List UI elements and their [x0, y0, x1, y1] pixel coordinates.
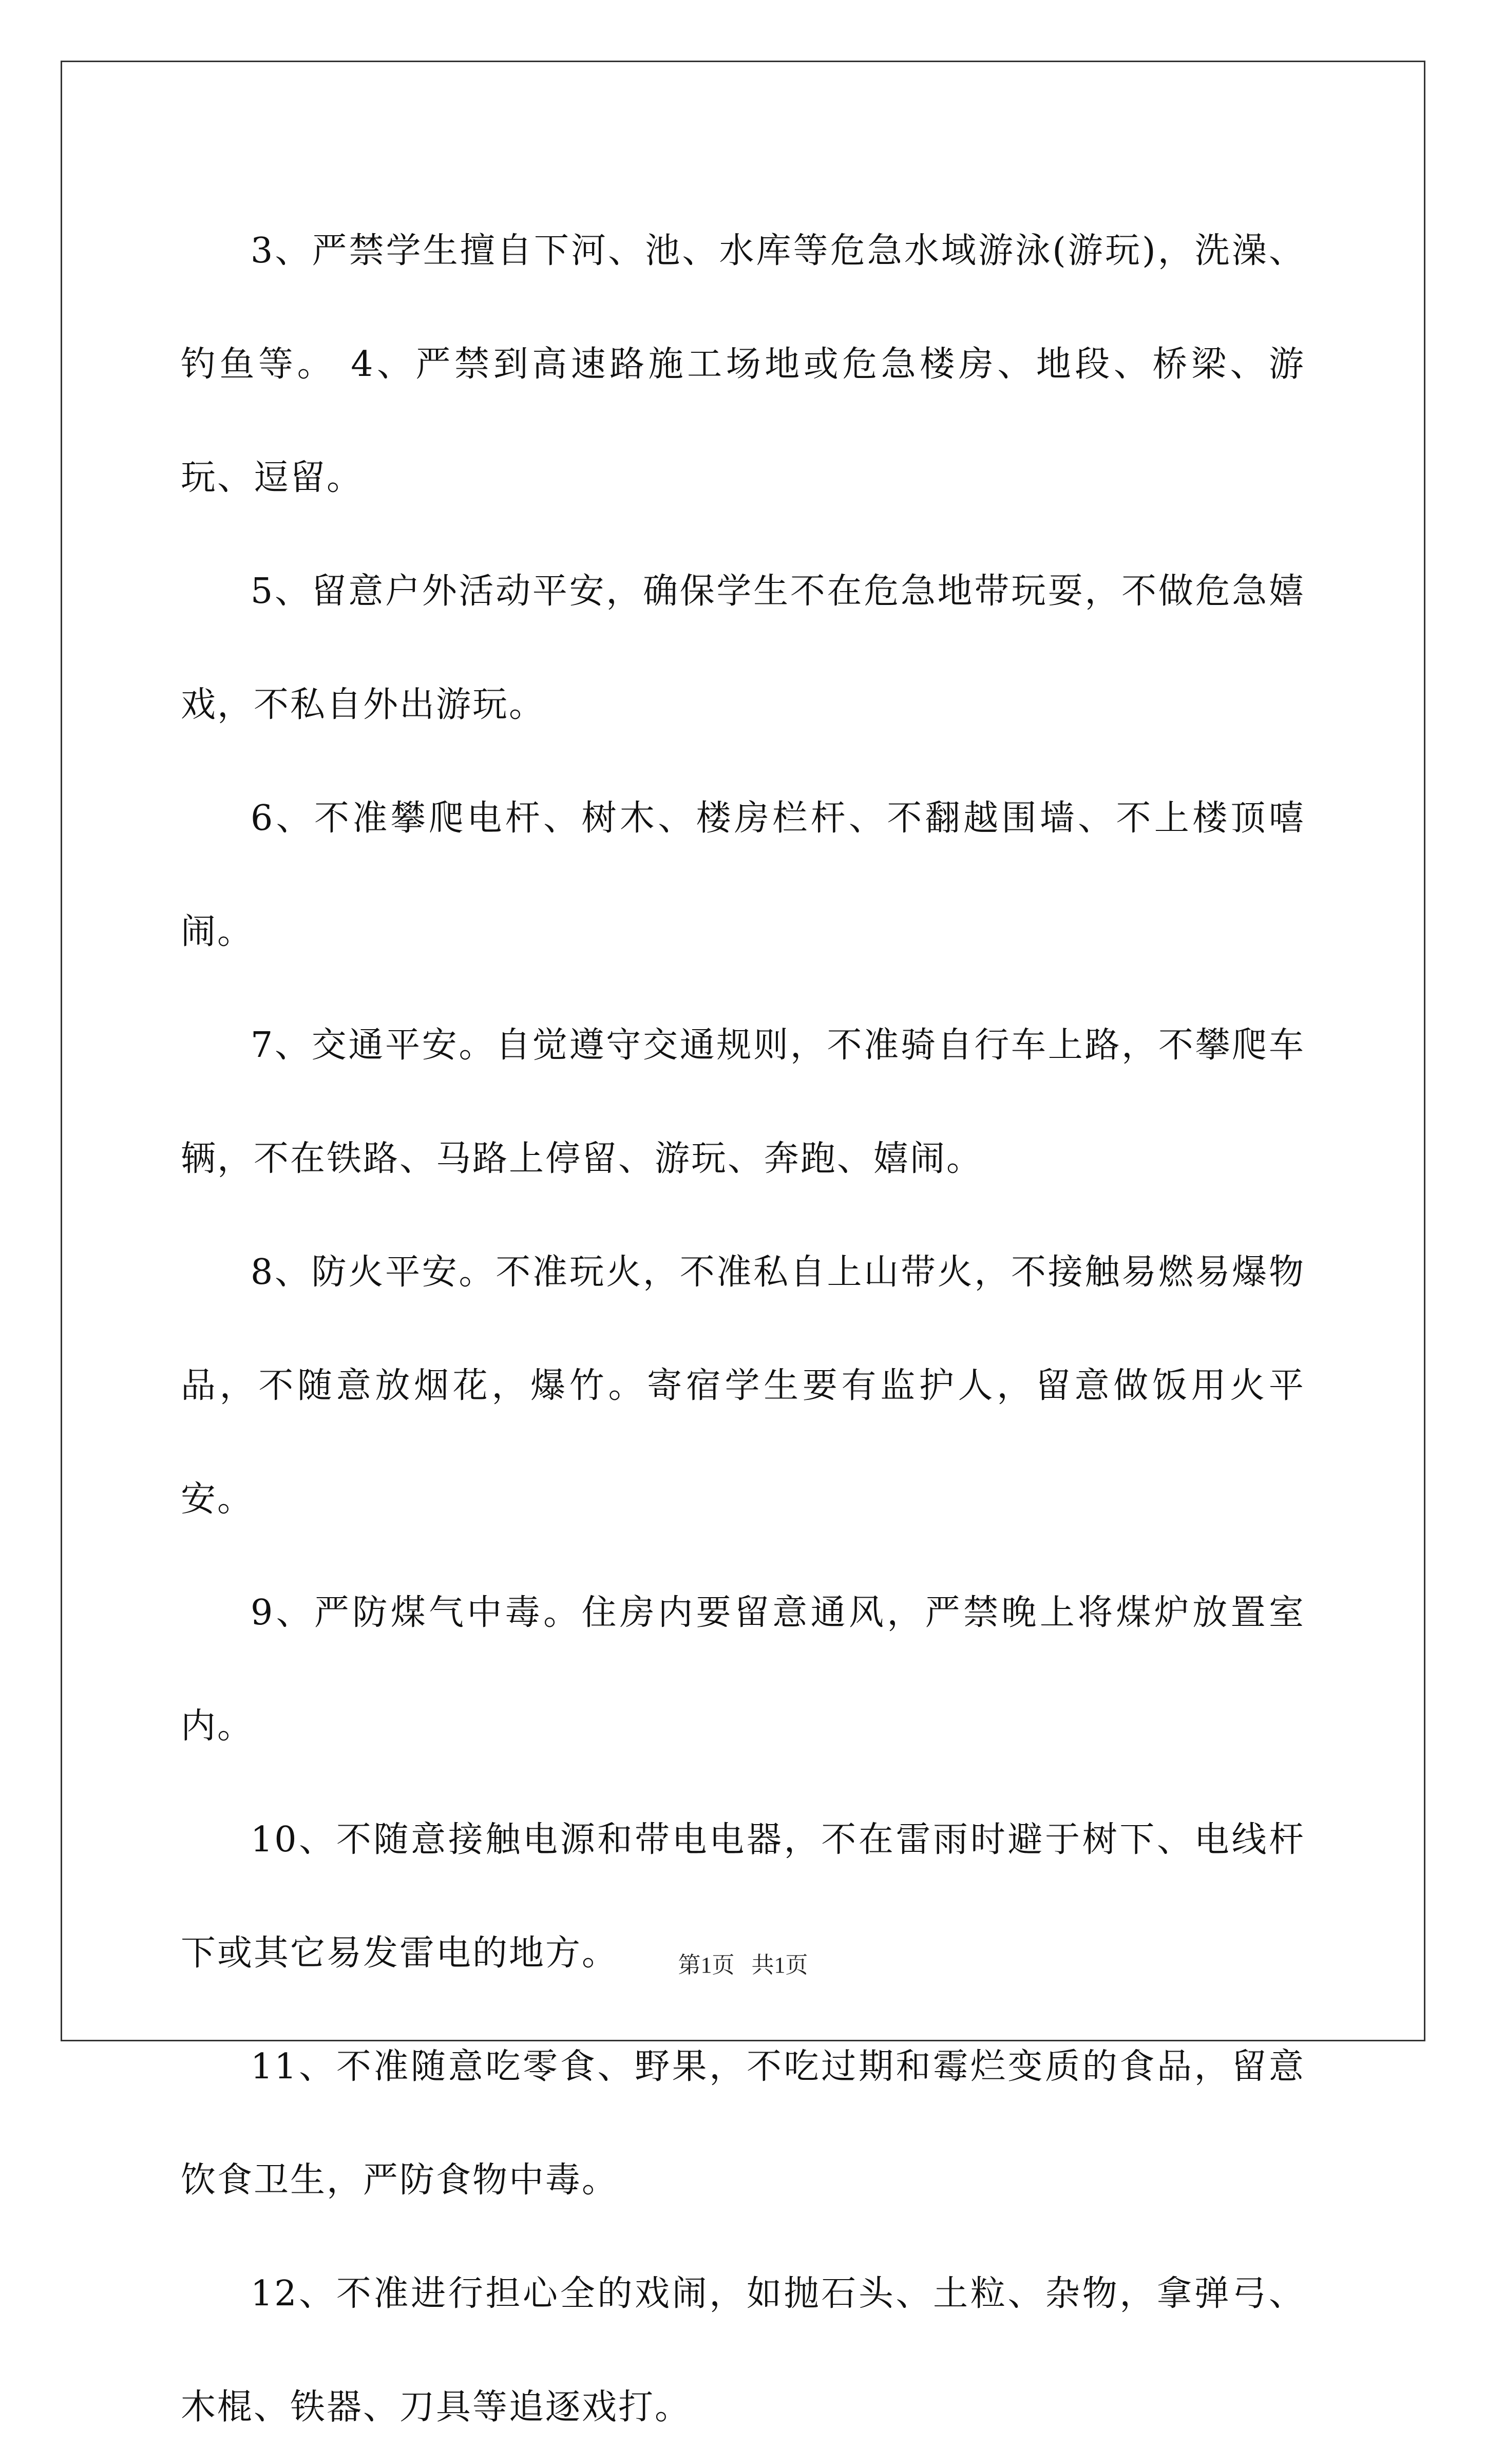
- paragraph-item-7: 7、交通平安。自觉遵守交通规则，不准骑自行车上路，不攀爬车辆，不在铁路、马路上停留、游玩、奔跑、嬉闹。: [181, 1025, 1305, 1179]
- paragraph-item-6: 6、不准攀爬电杆、树木、楼房栏杆、不翻越围墙、不上楼顶嘻闹。: [181, 798, 1305, 952]
- paragraph-item-9: 9、严防煤气中毒。住房内要留意通风，严禁晚上将煤炉放置室内。: [181, 1593, 1305, 1747]
- document-body: [181, 194, 1305, 2464]
- paragraph-item-12: 12、不准进行担心全的戏闹，如抛石头、土粒、杂物，拿弹弓、木棍、铁器、刀具等追逐戏打。: [181, 2273, 1305, 2428]
- paragraph-item-3-4: 3、严禁学生擅自下河、池、水库等危急水域游泳(游玩)，洗澡、钓鱼等。 4、严禁到高速路施工场地或危急楼房、地段、桥梁、游玩、逗留。: [181, 231, 1305, 498]
- page-footer: [0, 1946, 1486, 1979]
- paragraph-item-11: 11、不准随意吃零食、野果，不吃过期和霉烂变质的食品，留意饮食卫生，严防食物中毒。: [181, 2046, 1305, 2201]
- page-number: 第1页 共1页: [678, 1953, 808, 1978]
- paragraph-item-5: 5、留意户外活动平安，确保学生不在危急地带玩耍，不做危急嬉戏，不私自外出游玩。: [181, 571, 1305, 725]
- paragraph-item-10: 10、不随意接触电源和带电电器，不在雷雨时避于树下、电线杆下或其它易发雷电的地方。: [181, 1819, 1305, 1974]
- paragraph-item-8: 8、防火平安。不准玩火，不准私自上山带火，不接触易燃易爆物品，不随意放烟花，爆竹。寄宿学生要有监护人，留意做饭用火平安。: [181, 1252, 1305, 1520]
